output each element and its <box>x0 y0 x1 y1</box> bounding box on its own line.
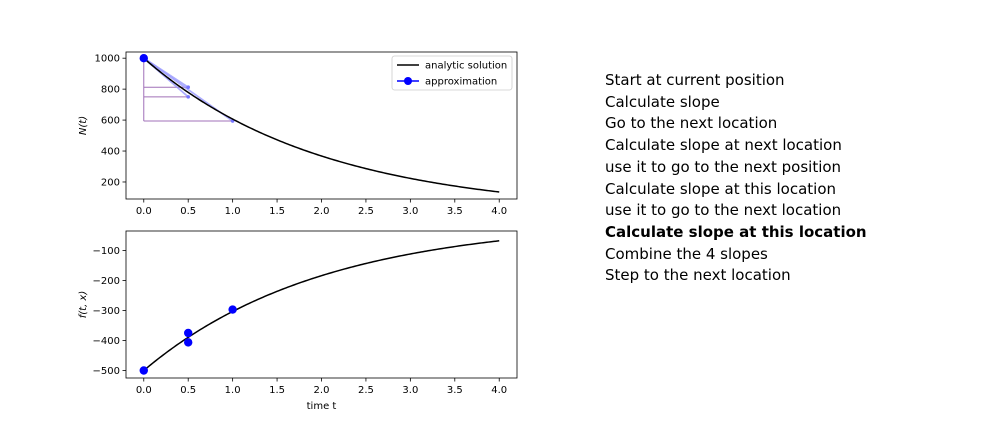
x-tick-label: 4.0 <box>491 385 508 396</box>
slope-point <box>186 95 190 99</box>
x-tick-label: 3.0 <box>402 206 419 217</box>
y-axis-label: N(t) <box>78 115 89 136</box>
slope-function-line <box>144 241 499 371</box>
x-tick-label: 1.5 <box>269 385 286 396</box>
legend-label-analytic: analytic solution <box>425 60 508 72</box>
x-tick-label: 1.5 <box>269 206 286 217</box>
bottom-axes <box>78 231 517 412</box>
step-item: Calculate slope at next location <box>605 136 842 155</box>
y-tick-label: −300 <box>92 306 120 317</box>
x-tick-label: 2.0 <box>313 206 330 217</box>
slope-sample-point <box>184 338 192 346</box>
y-tick-label: 800 <box>100 84 120 96</box>
x-axis-label: time t <box>306 401 337 412</box>
slope-sample-point <box>140 366 148 374</box>
y-tick-label: −100 <box>92 246 120 257</box>
y-tick-label: −500 <box>92 366 120 377</box>
plot-frame <box>126 231 517 378</box>
slope-point <box>186 85 190 89</box>
x-tick-label: 1.0 <box>224 385 241 396</box>
step-item-current: Calculate slope at this location <box>605 222 867 241</box>
x-tick-label: 0.5 <box>180 206 197 217</box>
x-tick-label: 0.0 <box>135 385 152 396</box>
slope-sample-point <box>228 305 236 313</box>
algorithm-steps-list <box>605 70 867 287</box>
step-item: Calculate slope <box>605 92 720 111</box>
step-item: Start at current position <box>605 71 785 89</box>
step-item: Calculate slope at this location <box>605 179 836 198</box>
plot-area <box>140 241 500 375</box>
x-tick-label: 2.5 <box>357 206 374 217</box>
legend-label-approximation: approximation <box>425 76 498 88</box>
x-tick-label: 0.5 <box>180 385 197 396</box>
y-tick-label: 200 <box>100 177 120 189</box>
legend <box>392 56 512 90</box>
step-item: Combine the 4 slopes <box>605 244 768 263</box>
x-tick-label: 3.5 <box>446 206 463 217</box>
x-tick-label: 3.5 <box>446 385 463 396</box>
x-tick-label: 2.0 <box>313 385 330 396</box>
y-tick-label: 1000 <box>94 53 120 65</box>
y-axis-label: f(t, x) <box>78 290 89 319</box>
approximation-point <box>140 54 148 62</box>
step-item: use it to go to the next position <box>605 157 842 176</box>
x-tick-label: 0.0 <box>135 206 152 217</box>
legend-marker-approximation <box>404 77 412 85</box>
y-tick-label: −400 <box>92 336 120 347</box>
top-axes <box>78 52 517 217</box>
step-item: use it to go to the next location <box>605 201 842 220</box>
y-tick-label: 600 <box>100 115 120 127</box>
x-tick-label: 4.0 <box>491 206 508 217</box>
x-tick-label: 3.0 <box>402 385 419 396</box>
step-item: Go to the next location <box>605 114 778 133</box>
x-tick-label: 2.5 <box>357 385 374 396</box>
y-tick-label: −200 <box>92 276 120 287</box>
y-tick-label: 400 <box>100 146 120 158</box>
slope-sample-point <box>184 329 192 337</box>
step-item: Step to the next location <box>605 266 791 285</box>
x-tick-label: 1.0 <box>224 206 241 217</box>
